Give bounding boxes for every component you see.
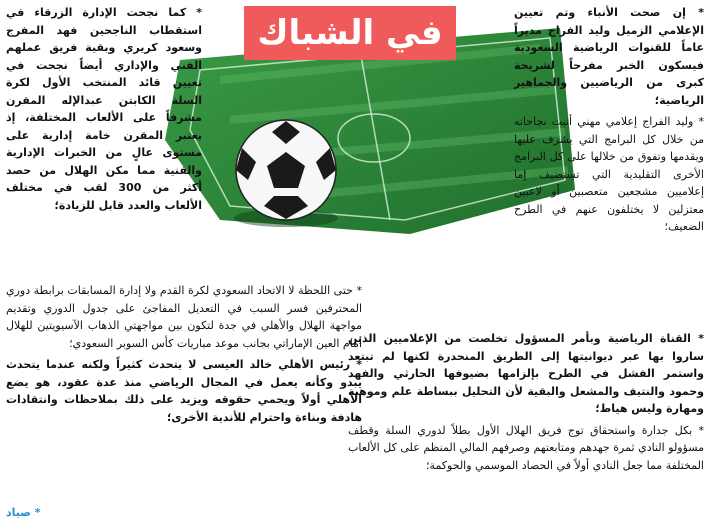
bottom-right-block	[348, 330, 704, 474]
bottom-right-paragraph-2: * بكل جدارة واستحقاق توج فريق الهلال الأول بطلاً لدوري السلة وقطف مسؤولو النادي ثمرة جهدهم ومتابعتهم وصرفهم المالي المنظم على كل الألعاب المختلفة مما جعل النادي أولاً في الحصاد الموسمي والحوكمة؛	[348, 423, 704, 472]
middle-left-paragraph-1: * حتى اللحظة لا الاتحاد السعودي لكرة القدم ولا إدارة المسابقات برابطة دوري المحترفين فسر السبب في التعديل المفاجئ على جدول الدوري وتقديم مواجهة الهلال والأهلي في جدة لتكون بين مواجهتي الذهاب الآسيويتين للهلال أمام العين الإماراتي بجانب موعد مباريات كأس السوبر السعودي؛	[6, 284, 362, 350]
middle-left-paragraph-2: * رئيس الأهلي خالد العيسى لا يتحدث كثيراً ولكنه عندما يتحدث يبدو وكأنه يعمل في المجال الرياضي منذ عدة عقود، هو يضع الأهلي أولاً ويحمي حقوقه ويزيد على ذلك بملاحظات وانتقادات هادفة وبناءة واحترام للأندية الأخرى؛	[6, 358, 362, 424]
bottom-right-paragraph-1: * القناة الرياضية وبأمر المسؤول تخلصت من الإعلاميين الذين ساروا بها عبر ديوانيتها إلى الطريق المنحدرة لكنها لم تبتعد واستمر الفشل في الطرح بإلزامها بضيوفها الحارثي والفهد وحمود والنتيف والمشعل والبقية لأن التحليل ببساطة علم وموهبة ومهارة وليس هياط؛	[348, 332, 704, 415]
left-column-paragraph-1: * كما نجحت الإدارة الزرقاء في استقطاب الناجحين فهد المفرج وسعود كريري وبقية فريق عملهم الفني والإداري أيضاً نجحت في تعيين قائد المنتخب الأول لكرة السلة الكابتن عبدالإله المقرن مشرفاً على الألعاب المختلفة، إذ يعتبر المقرن خامة إدارية على مستوى عالٍ من الخبرات الإدارية والفنية مما مكن الهلال من حصد أكثر من 300 لقب في مختلف الألعاب والعدد قابل للزيادة؛	[6, 6, 202, 212]
right-column	[514, 4, 704, 236]
left-column	[6, 4, 202, 214]
right-column-paragraph-1: * إن صحت الأنباء وتم تعيين الإعلامي الزميل وليد الفراج مديراً عاماً للقنوات الرياضية السعودية فيسكون الخبر مفرحاً لشريحة كبرى من الرياضيين والجماهير الرياضية؛	[514, 6, 704, 107]
middle-left-block	[6, 282, 362, 426]
right-column-paragraph-2: * وليد الفراج إعلامي مهني أثبت نجاحاته من خلال كل البرامج التي يشرف عليها ويقدمها وتفوق من خلالها على كل البرامج الأخرى التقليدية التي تستضيف إما إعلاميين مشجعين متعصبين أو لاعبين معتزلين لا يختلفون عنهم في الطرح الضعيف؛	[514, 115, 704, 233]
author-signature: * صياد	[6, 506, 41, 519]
column-title: في الشباك	[244, 6, 456, 60]
